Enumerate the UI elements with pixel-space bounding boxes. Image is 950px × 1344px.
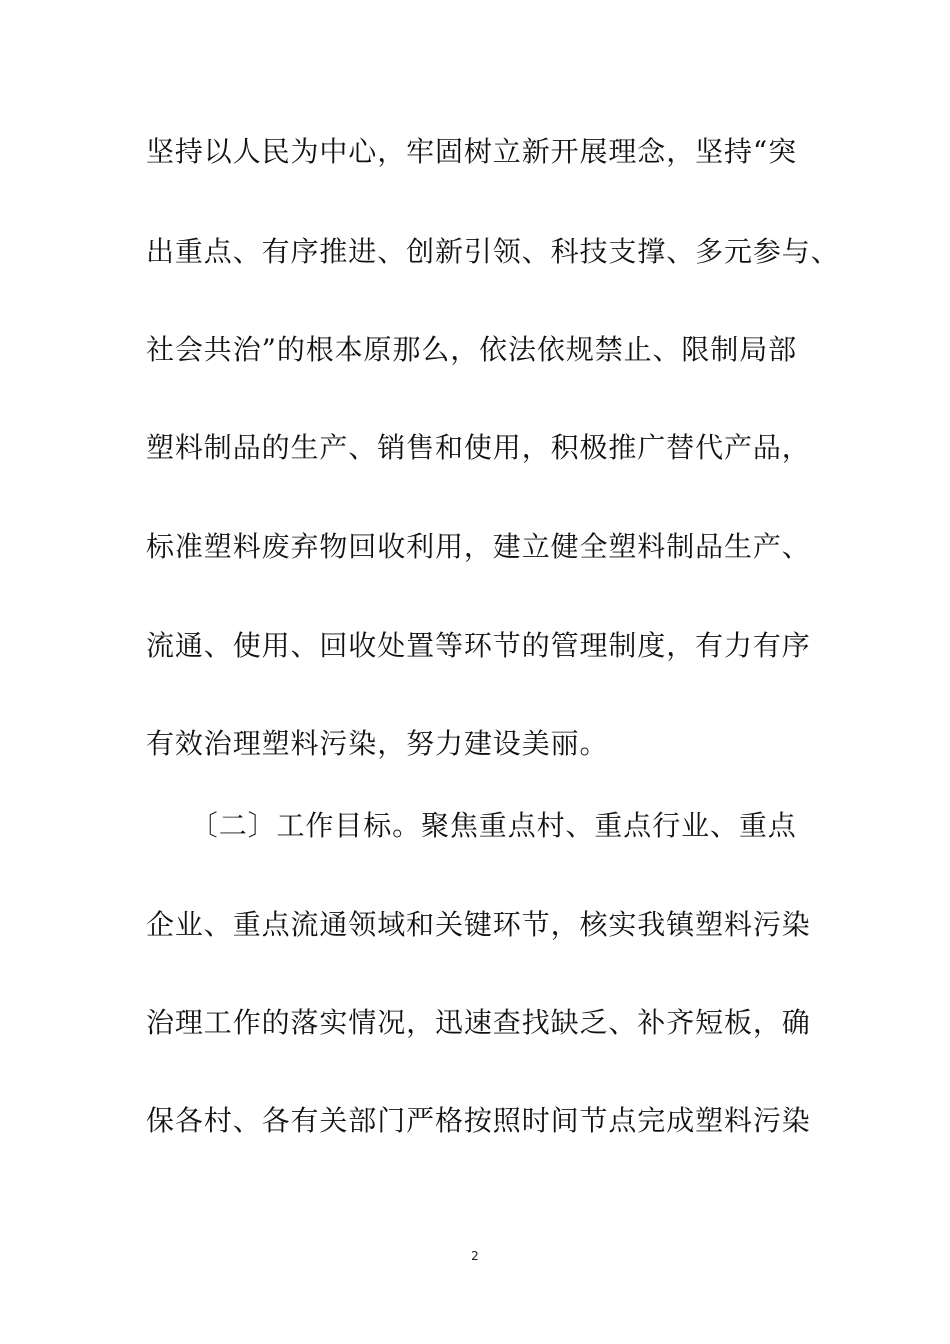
body-text-line: 社会共治”的根本原那么，依法依规禁止、限制局部 <box>146 333 798 366</box>
body-text-line: 流通、使用、回收处置等环节的管理制度，有力有序 <box>146 629 811 662</box>
body-text-line: 保各村、各有关部门严格按照时间节点完成塑料污染 <box>146 1104 811 1137</box>
body-text-line: 企业、重点流通领域和关键环节，核实我镇塑料污染 <box>146 908 811 941</box>
body-text-line: 有效治理塑料污染，努力建设美丽。 <box>146 727 609 760</box>
body-text-line: 坚持以人民为中心，牢固树立新开展理念，坚持“突 <box>146 135 798 168</box>
body-text-line: 塑料制品的生产、销售和使用，积极推广替代产品， <box>146 431 811 464</box>
body-text-line: 标准塑料废弃物回收利用，建立健全塑料制品生产、 <box>146 530 811 563</box>
page-number: 2 <box>471 1249 479 1263</box>
body-text-line: 出重点、有序推进、创新引领、科技支撑、多元参与、 <box>146 235 840 268</box>
body-text-line: 治理工作的落实情况，迅速查找缺乏、补齐短板，确 <box>146 1006 811 1039</box>
section-heading-line: 〔二〕工作目标。聚焦重点村、重点行业、重点 <box>146 809 797 842</box>
